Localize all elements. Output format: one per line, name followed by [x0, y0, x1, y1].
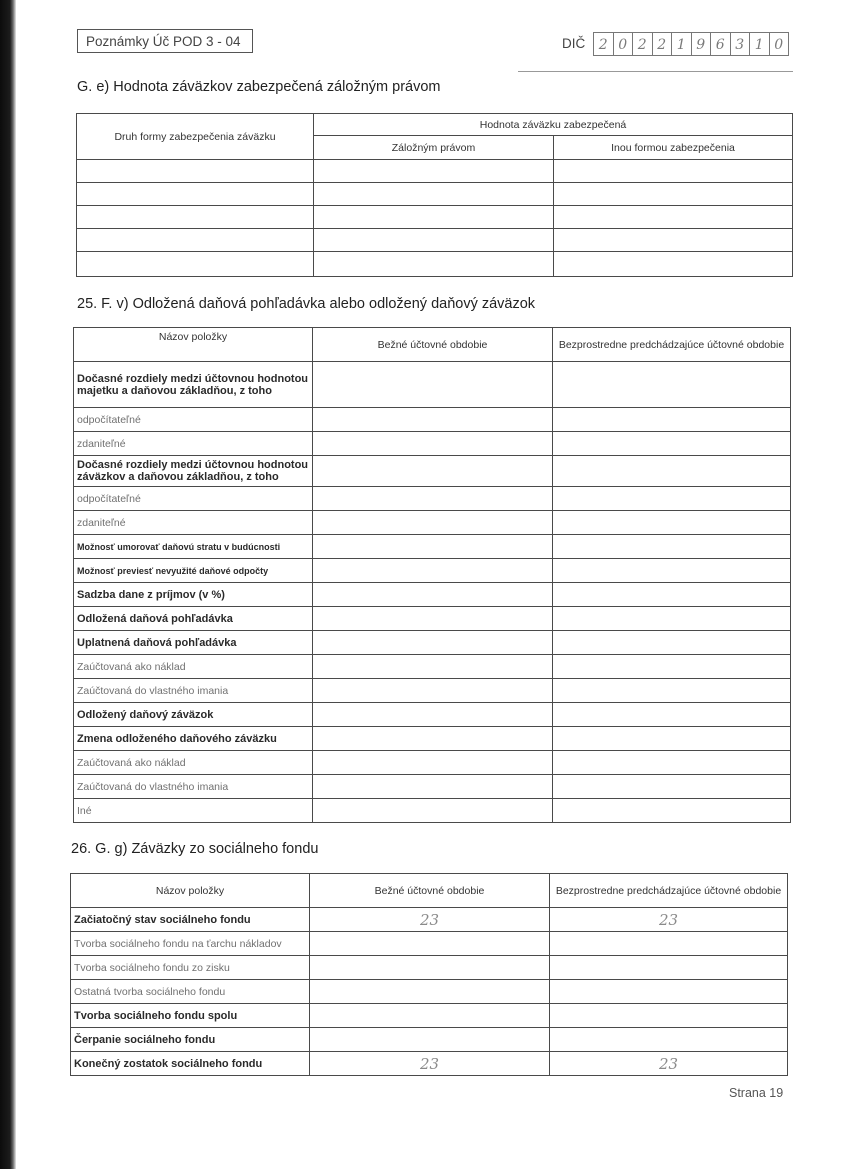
social-fund-table	[70, 873, 788, 1076]
table-row	[71, 956, 788, 980]
col-header-previous: Bezprostredne predchádzajúce účtovné obdobie	[553, 328, 791, 362]
row-label: Tvorba sociálneho fondu spolu	[71, 1004, 310, 1028]
table-row	[74, 583, 791, 607]
previous-value[interactable]: 23	[550, 1052, 788, 1076]
current-value[interactable]: 23	[310, 1052, 550, 1076]
previous-value[interactable]	[550, 1004, 788, 1028]
col-header-group: Hodnota záväzku zabezpečená	[314, 114, 793, 136]
row-label: Čerpanie sociálneho fondu	[71, 1028, 310, 1052]
table-row	[74, 727, 791, 751]
dic-digit: 0	[769, 32, 790, 56]
row-label: Konečný zostatok sociálneho fondu	[71, 1052, 310, 1076]
table-row	[77, 229, 793, 252]
dic-digit: 3	[730, 32, 751, 56]
table-row	[74, 751, 791, 775]
table-row	[74, 607, 791, 631]
table-row	[74, 487, 791, 511]
row-label: Tvorba sociálneho fondu na ťarchu nákladov	[71, 932, 310, 956]
table-row	[74, 559, 791, 583]
row-label: Sadzba dane z príjmov (v %)	[74, 583, 313, 607]
current-value[interactable]: 23	[310, 908, 550, 932]
secured-liabilities-table	[76, 113, 793, 277]
row-label: zdaniteľné	[74, 511, 313, 535]
dic-digit: 2	[632, 32, 653, 56]
table-row	[71, 1028, 788, 1052]
col-header-previous: Bezprostredne predchádzajúce účtovné obdobie	[550, 874, 788, 908]
col-header-current: Bežné účtovné obdobie	[313, 328, 553, 362]
dic-digit: 2	[652, 32, 673, 56]
row-label: Zaúčtovaná ako náklad	[74, 655, 313, 679]
header-rule	[518, 71, 793, 72]
row-label: Zaúčtovaná ako náklad	[74, 751, 313, 775]
row-label: Odložená daňová pohľadávka	[74, 607, 313, 631]
table-row	[74, 456, 791, 487]
table-row	[71, 1052, 788, 1076]
row-label: Tvorba sociálneho fondu zo zisku	[71, 956, 310, 980]
row-label: Začiatočný stav sociálneho fondu	[71, 908, 310, 932]
col-header-current: Bežné účtovné obdobie	[310, 874, 550, 908]
table-row	[77, 206, 793, 229]
current-value[interactable]	[310, 932, 550, 956]
table-row	[71, 980, 788, 1004]
current-value[interactable]	[310, 956, 550, 980]
previous-value[interactable]	[550, 1028, 788, 1052]
row-label: Ostatná tvorba sociálneho fondu	[71, 980, 310, 1004]
row-label: Zaúčtovaná do vlastného imania	[74, 679, 313, 703]
section-25-title: 25. F. v) Odložená daňová pohľadávka alebo odložený daňový záväzok	[77, 296, 536, 312]
table-row	[74, 679, 791, 703]
dic-digit: 0	[613, 32, 634, 56]
col-header-type: Druh formy zabezpečenia záväzku	[77, 114, 314, 160]
row-label: zdaniteľné	[74, 432, 313, 456]
row-label: Dočasné rozdiely medzi účtovnou hodnotou záväzkov a daňovou základňou, z toho	[74, 456, 313, 487]
col-header-name: Názov položky	[71, 874, 310, 908]
table-row	[74, 799, 791, 823]
dic-digit: 9	[691, 32, 712, 56]
row-label: Uplatnená daňová pohľadávka	[74, 631, 313, 655]
row-label: odpočítateľné	[74, 408, 313, 432]
dic-label: DIČ	[562, 36, 586, 51]
table-row	[74, 703, 791, 727]
table-row	[74, 655, 791, 679]
section-label: Poznámky Úč POD 3 - 04	[77, 29, 253, 53]
section-26-title: 26. G. g) Záväzky zo sociálneho fondu	[71, 841, 319, 857]
table-row	[74, 408, 791, 432]
table-row	[77, 160, 793, 183]
row-label: Možnosť previesť nevyužité daňové odpočty	[74, 559, 313, 583]
table-row	[71, 1004, 788, 1028]
row-label: Možnosť umorovať daňovú stratu v budúcnosti	[74, 535, 313, 559]
deferred-tax-table	[73, 327, 791, 823]
previous-value[interactable]: 23	[550, 908, 788, 932]
table-row	[77, 183, 793, 206]
row-label: Odložený daňový záväzok	[74, 703, 313, 727]
previous-value[interactable]	[550, 956, 788, 980]
page-number: Strana 19	[729, 1086, 784, 1100]
dic-digit: 6	[710, 32, 731, 56]
row-label: Zmena odloženého daňového záväzku	[74, 727, 313, 751]
col-header-other: Inou formou zabezpečenia	[554, 136, 793, 160]
table-row	[74, 631, 791, 655]
dic-digit: 2	[593, 32, 614, 56]
previous-value[interactable]	[550, 932, 788, 956]
table-row	[74, 775, 791, 799]
table-row	[71, 908, 788, 932]
current-value[interactable]	[310, 1028, 550, 1052]
section-g-e-title: G. e) Hodnota záväzkov zabezpečená záložným právom	[77, 79, 441, 95]
table-row	[71, 932, 788, 956]
row-label: Iné	[74, 799, 313, 823]
table-row	[74, 511, 791, 535]
row-label: Zaúčtovaná do vlastného imania	[74, 775, 313, 799]
row-label: Dočasné rozdiely medzi účtovnou hodnotou majetku a daňovou základňou, z toho	[74, 362, 313, 408]
scan-binding-edge	[0, 0, 16, 1169]
dic-digit: 1	[749, 32, 770, 56]
dic-digit: 1	[671, 32, 692, 56]
row-label: odpočítateľné	[74, 487, 313, 511]
col-header-name: Názov položky	[74, 328, 313, 362]
table-row	[74, 432, 791, 456]
table-row	[74, 362, 791, 408]
previous-value[interactable]	[550, 980, 788, 1004]
table-row	[74, 535, 791, 559]
table-row	[77, 252, 793, 277]
current-value[interactable]	[310, 980, 550, 1004]
col-header-lien: Záložným právom	[314, 136, 554, 160]
dic-field	[593, 32, 788, 56]
current-value[interactable]	[310, 1004, 550, 1028]
